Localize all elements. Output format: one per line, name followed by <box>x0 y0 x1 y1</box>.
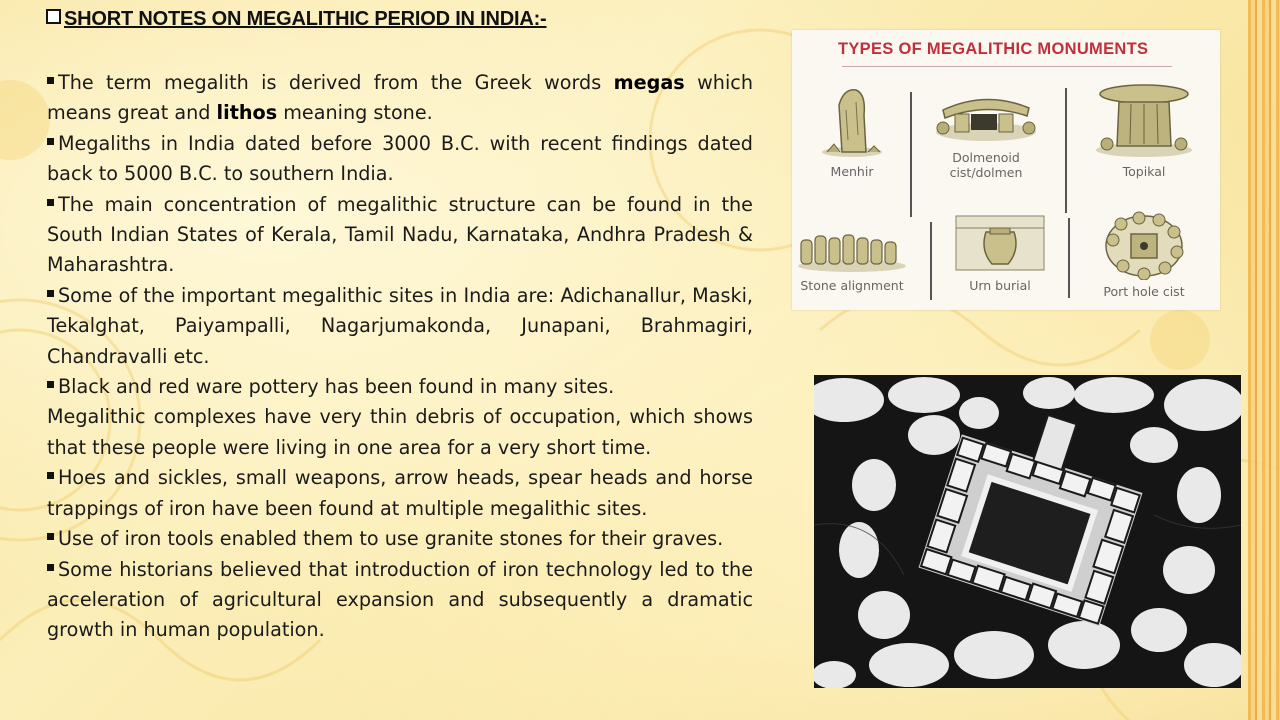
divider <box>930 222 932 300</box>
page-title-text: SHORT NOTES ON MEGALITHIC PERIOD IN INDIA:- <box>64 8 547 30</box>
dolmen-icon <box>931 80 1041 146</box>
note-text: meaning stone. <box>277 101 433 125</box>
note-text: Hoes and sickles, small weapons, arrow heads, spear heads and horse trappings of iron have been found at multiple megalithic sites. <box>47 466 753 520</box>
bullet-icon <box>47 138 54 145</box>
note-item <box>47 190 753 281</box>
divider <box>842 66 1172 67</box>
note-item <box>47 281 753 372</box>
note-text: The main concentration of megalithic structure can be found in the South Indian States of Kerala, Tamil Nadu, Karnataka, Andhra Pradesh & Maharashtra. <box>47 192 753 277</box>
port-hole-cist-icon <box>1099 210 1189 280</box>
topikal-icon <box>1089 80 1199 160</box>
monument-label: Urn burial <box>969 278 1031 293</box>
monument-label: Dolmenoid cist/dolmen <box>949 150 1023 180</box>
bullet-icon <box>47 564 54 571</box>
divider <box>1065 88 1067 213</box>
note-item <box>47 555 753 646</box>
bullet-icon <box>47 381 54 388</box>
note-text: Megaliths in India dated before 3000 B.C. with recent findings dated back to 5000 B.C. to southern India. <box>47 131 753 186</box>
page-title <box>46 8 547 31</box>
note-item <box>47 463 753 524</box>
checkbox-bullet-icon <box>46 9 61 24</box>
monument-label: Menhir <box>830 164 874 179</box>
monument-topikal <box>1084 80 1204 179</box>
monument-label: Stone alignment <box>800 278 904 293</box>
bullet-icon <box>47 290 54 297</box>
decorative-border <box>1248 0 1280 720</box>
note-emphasis: megas <box>613 71 685 94</box>
divider <box>1068 218 1070 298</box>
monument-types-title: TYPES OF MEGALITHIC MONUMENTS <box>838 40 1149 58</box>
monument-urn-burial <box>940 210 1060 293</box>
bullet-icon <box>47 77 54 84</box>
urn-burial-icon <box>950 210 1050 274</box>
note-item <box>47 402 753 463</box>
monument-stone-alignment <box>792 226 912 293</box>
monument-types-card <box>792 30 1220 310</box>
note-text: The term megalith is derived from the Greek words <box>58 71 614 94</box>
bullet-icon <box>47 199 54 206</box>
note-emphasis: lithos <box>216 101 278 125</box>
monument-port-hole-cist <box>1084 210 1204 299</box>
note-text: which means great and <box>47 71 754 125</box>
note-text: Megalithic complexes have very thin debris of occupation, which shows that these people were living in one area for a very short time. <box>47 405 753 459</box>
note-text: Use of iron tools enabled them to use granite stones for their graves. <box>58 527 724 551</box>
monument-dolmen <box>926 80 1046 180</box>
monument-label: Topikal <box>1122 164 1166 179</box>
monument-menhir <box>792 80 912 179</box>
bullet-icon <box>47 472 54 479</box>
note-text: Black and red ware pottery has been found in many sites. <box>58 375 615 399</box>
note-text: Some of the important megalithic sites in India are: Adichanallur, Maski, Tekalghat, Paiyampalli, Nagarjumakonda, Junapani, Brahmagiri, Chandravalli etc. <box>47 283 753 368</box>
stone-circle-burial-image <box>814 375 1241 688</box>
note-item <box>47 372 753 402</box>
note-text: Some historians believed that introduction of iron technology led to the acceleration of agricultural expansion and subsequently a dramatic growth in human population. <box>47 557 753 642</box>
menhir-icon <box>812 80 892 160</box>
megalith-photo <box>814 375 1241 688</box>
stone-alignment-icon <box>795 226 910 274</box>
note-item <box>47 524 753 554</box>
monument-label: Port hole cist <box>1103 284 1185 299</box>
bullet-icon <box>47 533 54 540</box>
note-item <box>47 129 753 190</box>
notes-list <box>47 68 753 646</box>
note-item <box>47 68 753 129</box>
